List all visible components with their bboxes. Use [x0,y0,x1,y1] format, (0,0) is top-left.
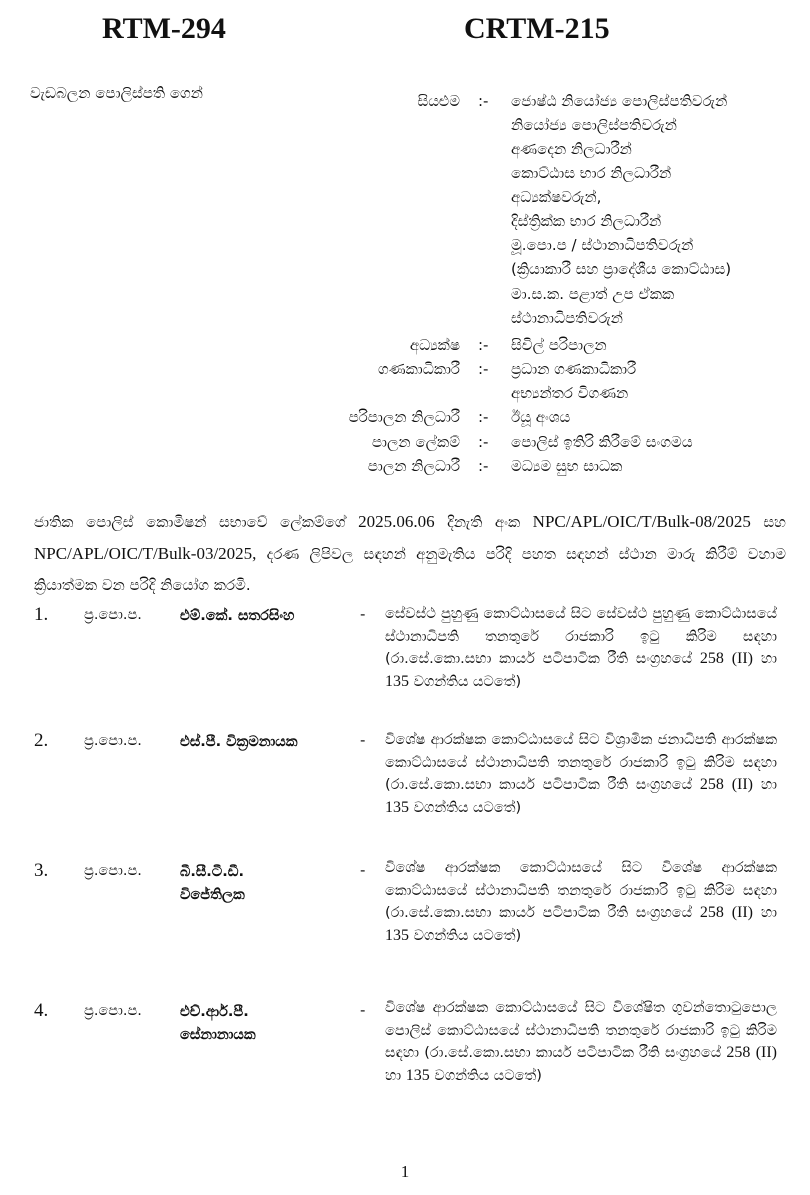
intro-paragraph [34,506,786,601]
description-text: වගන්තිය යටතේ) [413,927,522,944]
description-text: සේවස්ථ පුහුණු කොට්ඨාසයේ සිට සේවස්ථ පුහුණු කොට්ඨාසයේ ස්ථානාධිපති තනතුරේ රාජකාරි ඉටු කිරිම සඳහා (රා.සේ.කො.සභා කාර්ය පටිපාටික රීති සංග්‍රහයේ [385,606,777,667]
recipient-line: ප්‍රධාන ගණකාධිකාරී [511,360,637,378]
recipient-colon: :- [478,457,489,475]
intro-text: දරණ ලිපිවල සඳහන් අනුමැතිය පරිදි පහත සඳහන් ස්ථාන මාරු කිරීම් වහාම ක්‍රියාත්මක වන පරිදි නියෝග කරමි. [34,545,786,594]
officer-rank: ප්‍ර.පො.ප. [84,1003,142,1019]
recipient-label: පාලන නිලධාරී [367,457,460,475]
rule-number: 135 [385,926,409,944]
recipient-line: සිවිල් පරිපාලන [511,336,607,354]
recipient-label: අධ්‍යක්ෂ [409,336,460,354]
officer-name: සේනානායක [180,1027,256,1043]
recipient-line: අධ්‍යක්ෂවරුන්, [511,188,602,206]
officer-rank: ප්‍ර.පො.ප. [84,733,142,749]
recipient-line: මධ්‍යම සුභ සාධක [511,457,623,475]
rule-number: 135 [385,672,409,690]
description-text: වගන්තිය යටතේ) [434,1067,542,1084]
description-text: විශේෂ ආරක්ෂක කොට්ඨාසයේ සිට විශේෂිත ගුවන්තොටුපොල පොලිස් කොට්ඨාසයේ ස්ථානාධිපති තනතුරේ රාජකාරි ඉටු කිරිම සඳහා (රා.සේ.කො.සභා කාර්ය පටිපාටික රීති සංග්‍රහයේ [385,1000,777,1061]
recipient-colon: :- [478,336,489,354]
description-text: වගන්තිය යටතේ) [413,673,522,690]
order-description [385,729,777,819]
recipient-line: මා.ස.ක. පළාත් උප ඒකක [511,285,675,303]
intro-text: ජාතික පොලිස් කොමිෂන් සභාවේ ලේකම්ගේ [34,513,346,531]
order-number: 4. [34,1000,49,1021]
right-reference-code: CRTM-215 [464,12,610,45]
intro-text: සහ [763,513,786,531]
order-number: 2. [34,730,49,751]
order-description [385,603,777,693]
reference-number: NPC/APL/OIC/T/Bulk-08/2025 [532,512,751,531]
recipient-line: අභ්‍යන්තර විගණන [511,384,629,402]
recipient-label: සියළුම [417,92,460,110]
rule-subsection: (II) [731,650,753,667]
officer-rank: ප්‍ර.පො.ප. [84,607,142,623]
rule-number: 135 [405,1066,430,1084]
recipient-line: ඊයූ අංශය [511,408,571,426]
recipient-line: අණදෙන නිලධාරීන් [511,140,632,158]
recipient-colon: :- [478,360,489,378]
order-dash: - [360,605,366,623]
rule-subsection: (II) [755,1044,777,1061]
recipient-line: (ක්‍රියාකාරී සහ ප්‍රාදේශීය කොට්ඨාස) [511,260,732,278]
order-number: 1. [34,604,49,625]
recipient-line: මූ.පො.ප / ස්ථානාධිපතිවරුන් [511,236,694,254]
officer-name: විජේතිලක [180,887,245,903]
officer-name: එස්.පී. වික්‍රමනායක [180,734,298,750]
description-text: විශේෂ ආරක්ෂක කොට්ඨාසයේ සිට විශ්‍රාමික ජනාධිපති ආරක්ෂක කොට්ඨාසයේ ස්ථානාධිපති තනතුරේ රාජකාරි ඉටු කිරිම සඳහා (රා.සේ.කො.සභා කාර්ය පටිපාටික රීති සංග්‍රහයේ [385,732,777,793]
recipient-label: පරිපාලන නිලධාරී [348,408,460,426]
recipient-line: කොට්ඨාස භාර නිලධාරීන් [511,164,672,182]
page-number: 1 [400,1162,410,1181]
description-text: හා [760,777,777,793]
recipient-colon: :- [478,433,489,451]
recipient-line: ස්ථානාධිපතිවරුන් [511,309,623,327]
rule-number: 258 [699,904,724,921]
rule-subsection: (II) [731,776,753,793]
officer-name: එච්.ආර්.පී. [180,1004,249,1020]
from-line: වැඩබලන පොලිස්පති ගෙන් [30,84,203,102]
letter-date: 2025.06.06 [358,512,435,531]
recipient-line: ජොෂ්ඨ නියෝජ්‍ය පොලිස්පතිවරුන් [511,92,728,110]
order-dash: - [360,731,366,749]
recipient-line: පොලිස් ඉතිරි කිරීමේ සංගමය [511,433,693,451]
description-text: හා [760,905,777,921]
rule-subsection: (II) [731,904,753,921]
officer-name: බී.සී.ටී.ඩී. [180,864,244,880]
rule-number: 135 [385,798,409,816]
recipient-label: පාලන ලේකම් [371,433,460,451]
description-text: හා [760,651,777,667]
order-dash: - [360,861,366,879]
order-description [385,857,777,947]
officer-name: එම්.කේ. සතරසිංහ [180,608,295,624]
officer-rank: ප්‍ර.පො.ප. [84,863,142,879]
order-dash: - [360,1001,366,1019]
rule-number: 258 [699,650,724,667]
recipient-line: නියෝජ්‍ය පොලිස්පතිවරුන් [511,116,677,134]
rule-number: 258 [699,776,724,793]
description-text: හා [385,1067,402,1084]
recipient-colon: :- [478,92,489,110]
rule-number: 258 [726,1044,751,1061]
order-number: 3. [34,860,49,881]
recipient-label: ගණකාධිකාරී [378,360,460,378]
description-text: වගන්තිය යටතේ) [413,799,522,816]
description-text: විශේෂ ආරක්ෂක කොට්ඨාසයේ සිට විශේෂ ආරක්ෂක කොට්ඨාසයේ ස්ථානාධිපති තනතුරේ රාජකාරි ඉටු කිරිම සඳහා (රා.සේ.කො.සභා කාර්ය පටිපාටික රීති සංග්‍රහයේ [385,860,777,921]
order-description [385,997,777,1087]
intro-text: දිනැති අංක [447,513,521,531]
recipient-colon: :- [478,408,489,426]
reference-number: NPC/APL/OIC/T/Bulk-03/2025, [34,544,257,563]
left-reference-code: RTM-294 [102,12,226,45]
recipient-line: දිස්ත්‍රික්ක භාර නිලධාරීන් [511,212,662,230]
